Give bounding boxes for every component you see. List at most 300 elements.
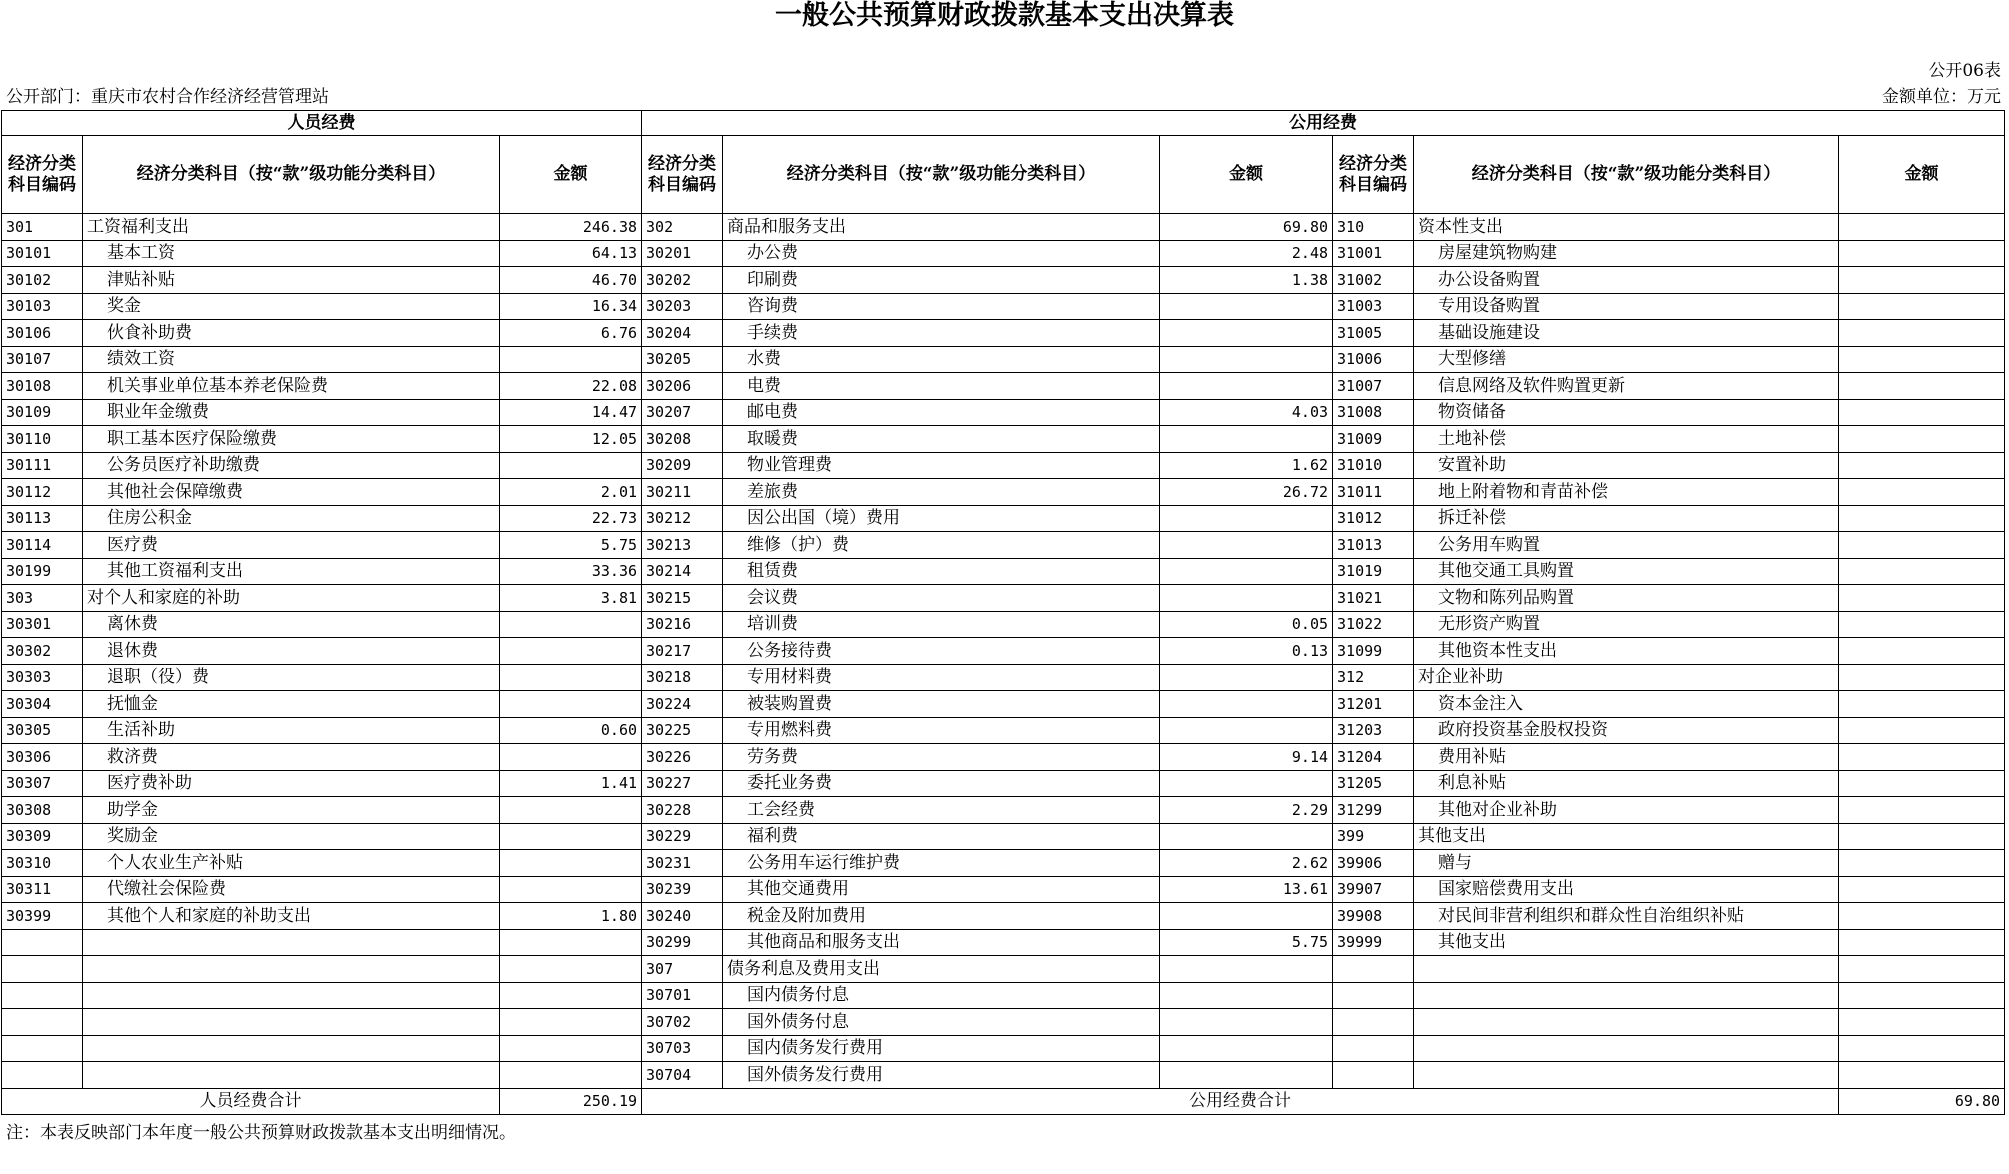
capital-amount-cell — [1839, 744, 2005, 771]
goods-name-cell: 咨询费 — [723, 293, 1160, 320]
capital-name-cell: 其他对企业补助 — [1414, 797, 1839, 824]
goods-name-cell: 取暖费 — [723, 426, 1160, 453]
personnel-name-cell: 绩效工资 — [83, 346, 500, 373]
personnel-code-cell — [2, 929, 83, 956]
capital-amount-cell — [1839, 956, 2005, 983]
goods-name-cell: 劳务费 — [723, 744, 1160, 771]
capital-name-cell: 办公设备购置 — [1414, 267, 1839, 294]
personnel-name-cell: 其他工资福利支出 — [83, 558, 500, 585]
table-row — [2, 1062, 2005, 1089]
personnel-code-cell: 30106 — [2, 320, 83, 347]
capital-amount-cell — [1839, 1035, 2005, 1062]
capital-amount-cell — [1839, 399, 2005, 426]
goods-amount-cell — [1160, 585, 1333, 612]
personnel-amount-cell — [500, 638, 642, 665]
goods-amount-cell — [1160, 1009, 1333, 1036]
capital-name-cell: 信息网络及软件购置更新 — [1414, 373, 1839, 400]
capital-name-cell — [1414, 1035, 1839, 1062]
table-row — [2, 214, 2005, 241]
personnel-amount-cell: 16.34 — [500, 293, 642, 320]
department-label: 公开部门：重庆市农村合作经济经营管理站 — [6, 87, 329, 107]
goods-code-cell: 30204 — [642, 320, 723, 347]
goods-name-cell: 其他商品和服务支出 — [723, 929, 1160, 956]
personnel-amount-cell: 0.60 — [500, 717, 642, 744]
capital-amount-cell — [1839, 929, 2005, 956]
personnel-code-cell: 30103 — [2, 293, 83, 320]
capital-amount-cell — [1839, 320, 2005, 347]
personnel-code-cell: 30304 — [2, 691, 83, 718]
capital-amount-cell — [1839, 717, 2005, 744]
personnel-amount-cell: 6.76 — [500, 320, 642, 347]
goods-name-cell: 邮电费 — [723, 399, 1160, 426]
capital-code-cell: 31203 — [1333, 717, 1414, 744]
goods-name-cell: 维修（护）费 — [723, 532, 1160, 559]
capital-code-cell: 31099 — [1333, 638, 1414, 665]
capital-code-cell: 31008 — [1333, 399, 1414, 426]
capital-amount-cell — [1839, 638, 2005, 665]
personnel-name-cell — [83, 1035, 500, 1062]
personnel-name-cell: 抚恤金 — [83, 691, 500, 718]
personnel-name-cell: 生活补助 — [83, 717, 500, 744]
goods-name-cell: 国内债务发行费用 — [723, 1035, 1160, 1062]
capital-code-cell — [1333, 1062, 1414, 1089]
table-row — [2, 823, 2005, 850]
capital-amount-cell — [1839, 797, 2005, 824]
personnel-name-cell: 住房公积金 — [83, 505, 500, 532]
capital-amount-cell — [1839, 293, 2005, 320]
capital-name-cell: 政府投资基金股权投资 — [1414, 717, 1839, 744]
personnel-amount-cell: 2.01 — [500, 479, 642, 506]
goods-code-cell: 30209 — [642, 452, 723, 479]
goods-amount-cell: 0.13 — [1160, 638, 1333, 665]
personnel-code-cell: 30109 — [2, 399, 83, 426]
personnel-name-cell: 个人农业生产补贴 — [83, 850, 500, 877]
capital-code-cell: 310 — [1333, 214, 1414, 241]
capital-amount-cell — [1839, 585, 2005, 612]
totals-row — [2, 1088, 2005, 1115]
capital-amount-cell — [1839, 664, 2005, 691]
personnel-name-cell: 医疗费 — [83, 532, 500, 559]
capital-amount-cell — [1839, 479, 2005, 506]
goods-amount-cell: 4.03 — [1160, 399, 1333, 426]
col-name-header: 经济分类科目（按“款”级功能分类科目） — [723, 136, 1160, 214]
personnel-code-cell: 30112 — [2, 479, 83, 506]
personnel-amount-cell: 246.38 — [500, 214, 642, 241]
goods-name-cell: 工会经费 — [723, 797, 1160, 824]
capital-code-cell — [1333, 956, 1414, 983]
table-row — [2, 1035, 2005, 1062]
goods-amount-cell: 5.75 — [1160, 929, 1333, 956]
personnel-name-cell: 职业年金缴费 — [83, 399, 500, 426]
capital-code-cell: 31013 — [1333, 532, 1414, 559]
personnel-amount-cell — [500, 929, 642, 956]
capital-name-cell: 安置补助 — [1414, 452, 1839, 479]
table-row — [2, 956, 2005, 983]
group-public-header: 公用经费 — [642, 111, 2005, 136]
goods-name-cell: 差旅费 — [723, 479, 1160, 506]
capital-name-cell: 国家赔偿费用支出 — [1414, 876, 1839, 903]
goods-amount-cell: 69.80 — [1160, 214, 1333, 241]
column-header-row — [2, 136, 2005, 214]
goods-amount-cell — [1160, 346, 1333, 373]
capital-amount-cell — [1839, 346, 2005, 373]
personnel-name-cell: 基本工资 — [83, 240, 500, 267]
goods-name-cell: 因公出国（境）费用 — [723, 505, 1160, 532]
personnel-code-cell: 301 — [2, 214, 83, 241]
capital-name-cell: 拆迁补偿 — [1414, 505, 1839, 532]
goods-code-cell: 30701 — [642, 982, 723, 1009]
goods-name-cell: 商品和服务支出 — [723, 214, 1160, 241]
col-name-header: 经济分类科目（按“款”级功能分类科目） — [1414, 136, 1839, 214]
goods-name-cell: 办公费 — [723, 240, 1160, 267]
goods-amount-cell: 26.72 — [1160, 479, 1333, 506]
capital-code-cell: 31010 — [1333, 452, 1414, 479]
personnel-name-cell — [83, 956, 500, 983]
capital-code-cell: 31011 — [1333, 479, 1414, 506]
goods-amount-cell — [1160, 505, 1333, 532]
personnel-amount-cell: 33.36 — [500, 558, 642, 585]
personnel-amount-cell: 64.13 — [500, 240, 642, 267]
goods-amount-cell — [1160, 664, 1333, 691]
personnel-code-cell: 30309 — [2, 823, 83, 850]
capital-code-cell: 39908 — [1333, 903, 1414, 930]
capital-code-cell: 312 — [1333, 664, 1414, 691]
table-row — [2, 346, 2005, 373]
capital-name-cell — [1414, 956, 1839, 983]
goods-code-cell: 30228 — [642, 797, 723, 824]
personnel-code-cell: 30306 — [2, 744, 83, 771]
goods-amount-cell — [1160, 558, 1333, 585]
table-row — [2, 293, 2005, 320]
col-code-header: 经济分类科目编码 — [642, 136, 723, 214]
table-row — [2, 452, 2005, 479]
personnel-code-cell — [2, 982, 83, 1009]
col-amount-header: 金额 — [500, 136, 642, 214]
capital-amount-cell — [1839, 214, 2005, 241]
public-total-amount: 69.80 — [1839, 1088, 2005, 1115]
goods-code-cell: 30205 — [642, 346, 723, 373]
personnel-amount-cell — [500, 691, 642, 718]
personnel-amount-cell — [500, 1009, 642, 1036]
table-row — [2, 903, 2005, 930]
goods-amount-cell: 0.05 — [1160, 611, 1333, 638]
col-amount-header: 金额 — [1839, 136, 2005, 214]
capital-name-cell: 资本性支出 — [1414, 214, 1839, 241]
goods-name-cell: 租赁费 — [723, 558, 1160, 585]
personnel-code-cell: 30199 — [2, 558, 83, 585]
capital-name-cell — [1414, 1009, 1839, 1036]
personnel-amount-cell — [500, 611, 642, 638]
capital-amount-cell — [1839, 267, 2005, 294]
personnel-amount-cell: 12.05 — [500, 426, 642, 453]
capital-amount-cell — [1839, 505, 2005, 532]
capital-name-cell: 基础设施建设 — [1414, 320, 1839, 347]
goods-name-cell: 福利费 — [723, 823, 1160, 850]
goods-code-cell: 30702 — [642, 1009, 723, 1036]
personnel-name-cell: 奖励金 — [83, 823, 500, 850]
goods-code-cell: 30201 — [642, 240, 723, 267]
personnel-code-cell: 303 — [2, 585, 83, 612]
goods-amount-cell — [1160, 956, 1333, 983]
personnel-code-cell: 30101 — [2, 240, 83, 267]
goods-code-cell: 30216 — [642, 611, 723, 638]
table-row — [2, 876, 2005, 903]
personnel-name-cell: 机关事业单位基本养老保险费 — [83, 373, 500, 400]
table-row — [2, 850, 2005, 877]
capital-name-cell — [1414, 1062, 1839, 1089]
capital-amount-cell — [1839, 532, 2005, 559]
goods-amount-cell — [1160, 426, 1333, 453]
goods-name-cell: 电费 — [723, 373, 1160, 400]
personnel-code-cell: 30113 — [2, 505, 83, 532]
personnel-name-cell: 工资福利支出 — [83, 214, 500, 241]
capital-name-cell: 其他资本性支出 — [1414, 638, 1839, 665]
table-row — [2, 399, 2005, 426]
personnel-amount-cell: 1.80 — [500, 903, 642, 930]
goods-code-cell: 30240 — [642, 903, 723, 930]
capital-name-cell: 地上附着物和青苗补偿 — [1414, 479, 1839, 506]
capital-code-cell: 39906 — [1333, 850, 1414, 877]
goods-amount-cell: 2.48 — [1160, 240, 1333, 267]
goods-amount-cell — [1160, 320, 1333, 347]
group-personnel-header: 人员经费 — [2, 111, 642, 136]
goods-name-cell: 公务接待费 — [723, 638, 1160, 665]
goods-amount-cell — [1160, 293, 1333, 320]
capital-name-cell: 大型修缮 — [1414, 346, 1839, 373]
table-row — [2, 664, 2005, 691]
personnel-amount-cell: 1.41 — [500, 770, 642, 797]
table-row — [2, 585, 2005, 612]
capital-name-cell: 公务用车购置 — [1414, 532, 1839, 559]
goods-name-cell: 水费 — [723, 346, 1160, 373]
goods-name-cell: 国外债务付息 — [723, 1009, 1160, 1036]
public-total-label: 公用经费合计 — [642, 1088, 1839, 1115]
col-name-header: 经济分类科目（按“款”级功能分类科目） — [83, 136, 500, 214]
goods-name-cell: 培训费 — [723, 611, 1160, 638]
capital-amount-cell — [1839, 903, 2005, 930]
personnel-amount-cell: 5.75 — [500, 532, 642, 559]
goods-name-cell: 印刷费 — [723, 267, 1160, 294]
capital-name-cell: 对企业补助 — [1414, 664, 1839, 691]
table-row — [2, 532, 2005, 559]
capital-code-cell: 31022 — [1333, 611, 1414, 638]
table-row — [2, 267, 2005, 294]
personnel-code-cell: 30307 — [2, 770, 83, 797]
goods-amount-cell: 2.62 — [1160, 850, 1333, 877]
personnel-amount-cell — [500, 744, 642, 771]
capital-code-cell: 31002 — [1333, 267, 1414, 294]
personnel-code-cell: 30301 — [2, 611, 83, 638]
goods-code-cell: 30218 — [642, 664, 723, 691]
capital-code-cell: 39999 — [1333, 929, 1414, 956]
goods-code-cell: 30207 — [642, 399, 723, 426]
capital-code-cell: 31007 — [1333, 373, 1414, 400]
personnel-code-cell — [2, 956, 83, 983]
goods-code-cell: 30202 — [642, 267, 723, 294]
capital-code-cell: 31201 — [1333, 691, 1414, 718]
goods-name-cell: 手续费 — [723, 320, 1160, 347]
capital-amount-cell — [1839, 558, 2005, 585]
table-row — [2, 373, 2005, 400]
personnel-code-cell — [2, 1062, 83, 1089]
capital-name-cell: 专用设备购置 — [1414, 293, 1839, 320]
goods-code-cell: 30226 — [642, 744, 723, 771]
goods-code-cell: 30227 — [642, 770, 723, 797]
personnel-name-cell: 救济费 — [83, 744, 500, 771]
footnote: 注：本表反映部门本年度一般公共预算财政拨款基本支出明细情况。 — [6, 1123, 516, 1143]
goods-amount-cell: 1.62 — [1160, 452, 1333, 479]
group-header-row — [2, 111, 2005, 136]
table-row — [2, 982, 2005, 1009]
table-row — [2, 770, 2005, 797]
capital-amount-cell — [1839, 770, 2005, 797]
personnel-name-cell: 医疗费补助 — [83, 770, 500, 797]
personnel-name-cell: 退职（役）费 — [83, 664, 500, 691]
personnel-amount-cell — [500, 1035, 642, 1062]
table-row — [2, 320, 2005, 347]
capital-code-cell: 31006 — [1333, 346, 1414, 373]
personnel-name-cell: 奖金 — [83, 293, 500, 320]
personnel-name-cell: 职工基本医疗保险缴费 — [83, 426, 500, 453]
goods-amount-cell: 9.14 — [1160, 744, 1333, 771]
goods-code-cell: 30224 — [642, 691, 723, 718]
goods-name-cell: 债务利息及费用支出 — [723, 956, 1160, 983]
table-row — [2, 426, 2005, 453]
personnel-code-cell — [2, 1009, 83, 1036]
capital-name-cell: 其他交通工具购置 — [1414, 558, 1839, 585]
capital-amount-cell — [1839, 823, 2005, 850]
goods-name-cell: 公务用车运行维护费 — [723, 850, 1160, 877]
budget-table — [1, 110, 2005, 1115]
goods-amount-cell — [1160, 823, 1333, 850]
table-row — [2, 479, 2005, 506]
table-row — [2, 717, 2005, 744]
capital-amount-cell — [1839, 876, 2005, 903]
personnel-name-cell: 其他个人和家庭的补助支出 — [83, 903, 500, 930]
capital-amount-cell — [1839, 426, 2005, 453]
goods-name-cell: 被装购置费 — [723, 691, 1160, 718]
goods-code-cell: 30217 — [642, 638, 723, 665]
personnel-name-cell — [83, 929, 500, 956]
capital-code-cell: 31012 — [1333, 505, 1414, 532]
col-amount-header: 金额 — [1160, 136, 1333, 214]
goods-amount-cell: 1.38 — [1160, 267, 1333, 294]
goods-amount-cell — [1160, 373, 1333, 400]
capital-code-cell — [1333, 982, 1414, 1009]
table-row — [2, 797, 2005, 824]
goods-amount-cell: 2.29 — [1160, 797, 1333, 824]
capital-code-cell: 31021 — [1333, 585, 1414, 612]
personnel-name-cell: 对个人和家庭的补助 — [83, 585, 500, 612]
personnel-code-cell: 30107 — [2, 346, 83, 373]
personnel-amount-cell: 14.47 — [500, 399, 642, 426]
personnel-amount-cell: 22.08 — [500, 373, 642, 400]
personnel-code-cell: 30114 — [2, 532, 83, 559]
col-code-header: 经济分类科目编码 — [1333, 136, 1414, 214]
personnel-name-cell: 离休费 — [83, 611, 500, 638]
goods-code-cell: 30214 — [642, 558, 723, 585]
table-body — [2, 214, 2005, 1089]
personnel-amount-cell — [500, 1062, 642, 1089]
capital-code-cell: 31204 — [1333, 744, 1414, 771]
capital-code-cell — [1333, 1009, 1414, 1036]
personnel-name-cell: 助学金 — [83, 797, 500, 824]
goods-amount-cell: 13.61 — [1160, 876, 1333, 903]
personnel-total-amount: 250.19 — [500, 1088, 642, 1115]
personnel-amount-cell — [500, 850, 642, 877]
goods-name-cell: 专用燃料费 — [723, 717, 1160, 744]
goods-code-cell: 30212 — [642, 505, 723, 532]
personnel-amount-cell — [500, 346, 642, 373]
capital-name-cell: 对民间非营利组织和群众性自治组织补贴 — [1414, 903, 1839, 930]
personnel-code-cell: 30311 — [2, 876, 83, 903]
personnel-code-cell: 30111 — [2, 452, 83, 479]
capital-amount-cell — [1839, 611, 2005, 638]
capital-code-cell: 39907 — [1333, 876, 1414, 903]
capital-amount-cell — [1839, 1062, 2005, 1089]
capital-name-cell: 费用补贴 — [1414, 744, 1839, 771]
goods-name-cell: 会议费 — [723, 585, 1160, 612]
goods-name-cell: 其他交通费用 — [723, 876, 1160, 903]
goods-name-cell: 国外债务发行费用 — [723, 1062, 1160, 1089]
goods-code-cell: 30215 — [642, 585, 723, 612]
capital-name-cell: 其他支出 — [1414, 929, 1839, 956]
personnel-name-cell: 代缴社会保险费 — [83, 876, 500, 903]
personnel-name-cell — [83, 1062, 500, 1089]
personnel-name-cell — [83, 1009, 500, 1036]
goods-amount-cell — [1160, 532, 1333, 559]
personnel-code-cell: 30302 — [2, 638, 83, 665]
goods-name-cell: 专用材料费 — [723, 664, 1160, 691]
goods-amount-cell — [1160, 770, 1333, 797]
personnel-code-cell: 30110 — [2, 426, 83, 453]
goods-amount-cell — [1160, 1035, 1333, 1062]
personnel-name-cell: 退休费 — [83, 638, 500, 665]
personnel-amount-cell: 22.73 — [500, 505, 642, 532]
capital-name-cell: 利息补贴 — [1414, 770, 1839, 797]
capital-amount-cell — [1839, 691, 2005, 718]
personnel-name-cell: 其他社会保障缴费 — [83, 479, 500, 506]
personnel-code-cell: 30308 — [2, 797, 83, 824]
goods-code-cell: 30704 — [642, 1062, 723, 1089]
goods-code-cell: 30229 — [642, 823, 723, 850]
personnel-amount-cell — [500, 956, 642, 983]
goods-amount-cell — [1160, 1062, 1333, 1089]
goods-amount-cell — [1160, 717, 1333, 744]
table-row — [2, 240, 2005, 267]
personnel-name-cell: 津贴补贴 — [83, 267, 500, 294]
table-row — [2, 611, 2005, 638]
goods-amount-cell — [1160, 903, 1333, 930]
personnel-code-cell: 30108 — [2, 373, 83, 400]
capital-code-cell — [1333, 1035, 1414, 1062]
personnel-total-label: 人员经费合计 — [2, 1088, 500, 1115]
capital-name-cell: 无形资产购置 — [1414, 611, 1839, 638]
table-row — [2, 744, 2005, 771]
personnel-code-cell: 30305 — [2, 717, 83, 744]
goods-code-cell: 30703 — [642, 1035, 723, 1062]
table-row — [2, 638, 2005, 665]
personnel-code-cell: 30399 — [2, 903, 83, 930]
capital-code-cell: 31001 — [1333, 240, 1414, 267]
capital-code-cell: 399 — [1333, 823, 1414, 850]
capital-name-cell — [1414, 982, 1839, 1009]
goods-amount-cell — [1160, 982, 1333, 1009]
goods-code-cell: 30206 — [642, 373, 723, 400]
goods-name-cell: 税金及附加费用 — [723, 903, 1160, 930]
table-row — [2, 558, 2005, 585]
capital-code-cell: 31009 — [1333, 426, 1414, 453]
